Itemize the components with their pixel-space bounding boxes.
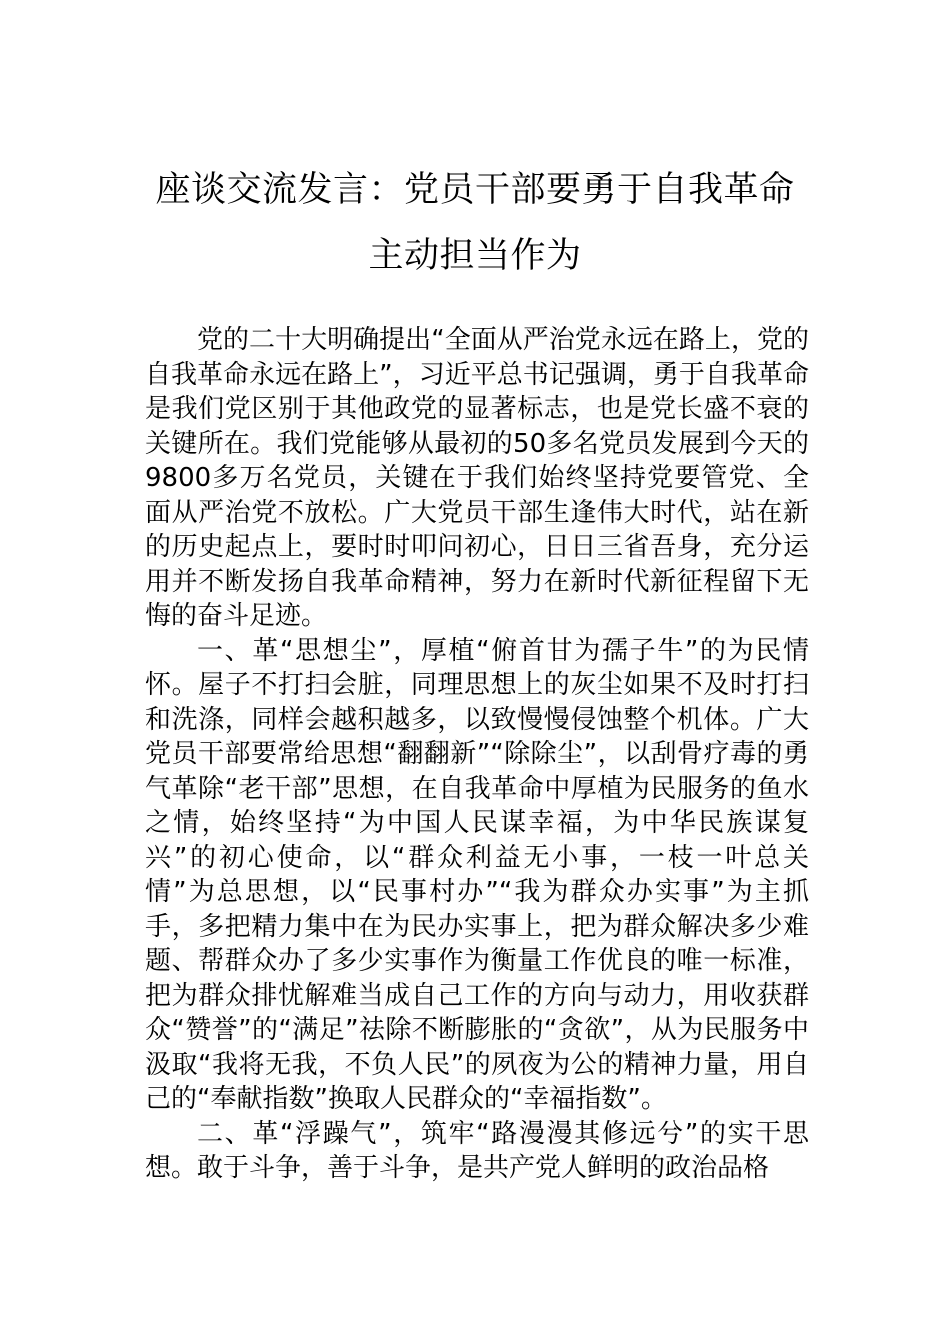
paragraph-section-2: 二、革“浮躁气”，筑牢“路漫漫其修远兮”的实干思想。敢于斗争，善于斗争，是共产党人鲜明的政治品格 xyxy=(145,1118,809,1183)
document-title-line-2: 主动担当作为 xyxy=(368,236,582,276)
paragraph-section-1: 一、革“思想尘”，厚植“俯首甘为孺子牛”的为民情怀。屋子不打扫会脏，同理思想上的灰尘如果不及时打扫和洗涤，同样会越积越多，以致慢慢侵蚀整个机体。广大党员干部要常给思想“翻翻新”“除除尘”，以刮骨疗毒的勇气革除“老干部”思想，在自我革命中厚植为民服务的鱼水之情，始终坚持“为中国人民谋幸福，为中华民族谋复兴”的初心使命，以“群众利益无小事，一枝一叶总关情”为总思想，以“民事村办”“我为群众办实事”为主抓手，多把精力集中在为民办实事上，把为群众解决多少难题、帮群众办了多少实事作为衡量工作优良的唯一标准，把为群众排忧解难当成自己工作的方向与动力，用收获群众“赞誉”的“满足”祛除不断膨胀的“贪欲”，从为民服务中汲取“我将无我，不负人民”的夙夜为公的精神力量，用自己的“奉献指数”换取人民群众的“幸福指数”。 xyxy=(145,635,809,1114)
document-title-line-1: 座谈交流发言：党员干部要勇于自我革命 xyxy=(155,170,795,210)
document-body xyxy=(145,323,809,1186)
paragraph-intro: 党的二十大明确提出“全面从严治党永远在路上，党的自我革命永远在路上”，习近平总书记强调，勇于自我革命是我们党区别于其他政党的显著标志，也是党长盛不衰的关键所在。我们党能够从最初的50多名党员发展到今天的9800多万名党员，关键在于我们始终坚持党要管党、全面从严治党不放松。广大党员干部生逢伟大时代，站在新的历史起点上，要时时叩问初心，日日三省吾身，充分运用并不断发扬自我革命精神，努力在新时代新征程留下无悔的奋斗足迹。 xyxy=(145,325,809,631)
